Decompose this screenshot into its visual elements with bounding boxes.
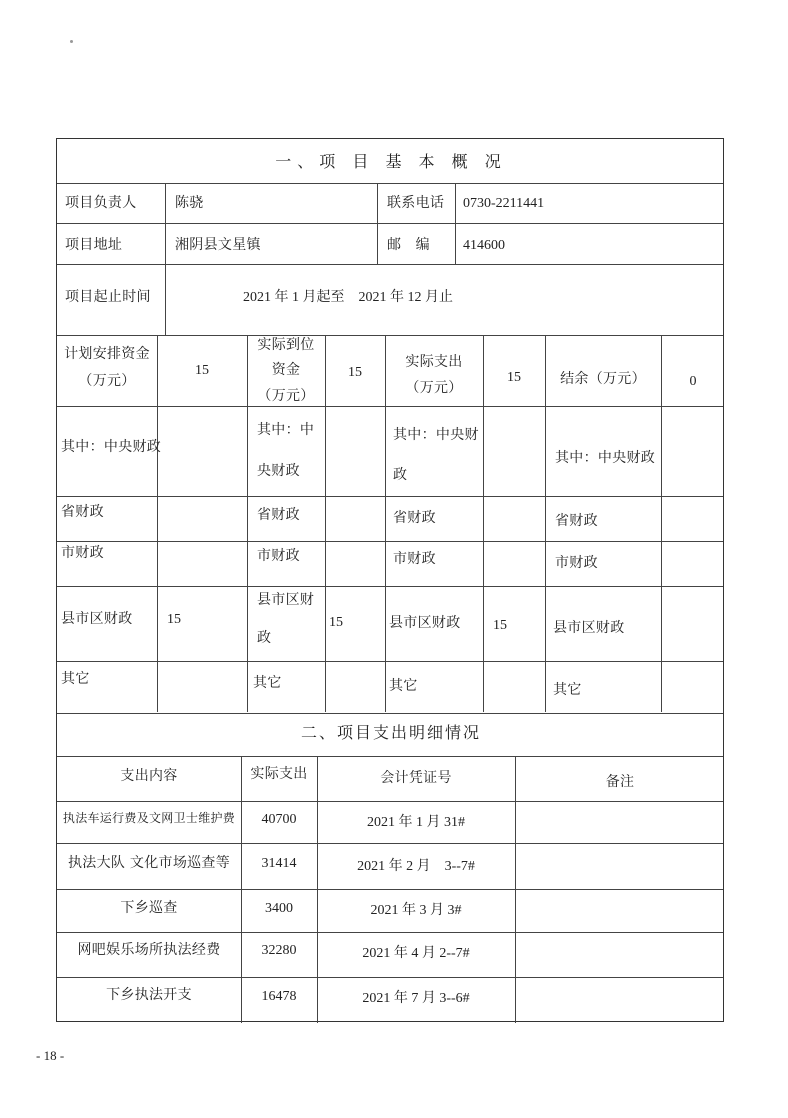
city-spent-label: 市财政 <box>393 551 436 567</box>
rule <box>57 223 723 224</box>
rule <box>57 843 723 844</box>
received-label: 实际到位 <box>257 337 315 353</box>
county-received: 15 <box>329 615 343 630</box>
county-label: 县市区财政 <box>61 611 133 627</box>
central-label: 其中：中央财政 <box>61 439 162 455</box>
expense-amount: 31414 <box>261 856 297 871</box>
other-received-label: 其它 <box>253 675 282 691</box>
scan-speck <box>70 40 73 43</box>
rule <box>377 183 378 265</box>
city-received-label: 市财政 <box>257 548 300 564</box>
city-balance-label: 市财政 <box>555 555 598 571</box>
other-label: 其它 <box>61 671 90 687</box>
header-amount: 实际支出 <box>250 766 308 782</box>
rule <box>165 183 166 336</box>
central-received-label: 其中：中 <box>257 422 315 438</box>
expense-content: 下乡执法开支 <box>106 987 192 1003</box>
rule <box>57 756 723 757</box>
leader-label: 项目负责人 <box>65 195 137 211</box>
rule <box>57 977 723 978</box>
expense-voucher: 2021 年 1 月 31# <box>367 815 465 830</box>
expense-content: 执法大队 文化市场巡查等 <box>67 855 231 871</box>
spent-value: 15 <box>507 370 521 385</box>
address-label: 项目地址 <box>65 237 123 253</box>
header-content: 支出内容 <box>120 768 178 784</box>
rule <box>57 183 723 184</box>
rule <box>57 713 723 714</box>
province-balance-label: 省财政 <box>555 513 598 529</box>
planned-value: 15 <box>195 363 209 378</box>
received-label-2: 资金 <box>271 362 301 378</box>
rule <box>515 756 516 1023</box>
central-spent-label-2: 政 <box>393 467 408 483</box>
spent-label-unit: （万元） <box>405 380 463 396</box>
received-label-unit: （万元） <box>257 388 315 404</box>
rule <box>661 335 662 712</box>
period-label: 项目起止时间 <box>65 289 151 305</box>
rule <box>57 264 723 265</box>
expense-content: 执法车运行费及文网卫士维护费 <box>62 811 236 825</box>
received-value: 15 <box>348 365 362 380</box>
expense-voucher: 2021 年 3 月 3# <box>370 903 462 918</box>
rule <box>483 335 484 712</box>
rule <box>317 756 318 1023</box>
header-note: 备注 <box>605 774 635 790</box>
expense-voucher: 2021 年 7 月 3--6# <box>362 991 470 1006</box>
balance-label: 结余（万元） <box>560 371 646 387</box>
balance-value: 0 <box>689 374 697 389</box>
project-table <box>56 138 724 1022</box>
central-balance-label: 其中：中央财政 <box>555 450 656 466</box>
header-voucher: 会计凭证号 <box>380 770 452 786</box>
leader-value: 陈骁 <box>175 195 204 211</box>
postcode-value: 414600 <box>463 238 505 253</box>
section-2-title: 二、项目支出明细情况 <box>300 723 481 742</box>
rule <box>241 756 242 1023</box>
expense-voucher: 2021 年 2 月 3--7# <box>357 859 475 874</box>
rule <box>57 801 723 802</box>
period-value: 2021 年 1 月起至 2021 年 12 月止 <box>243 290 453 305</box>
expense-content: 下乡巡查 <box>120 900 178 916</box>
spent-label: 实际支出 <box>405 354 463 370</box>
postcode-label: 邮 编 <box>387 237 430 253</box>
section-1-title: 一、项 目 基 本 概 况 <box>275 152 507 171</box>
rule <box>455 183 456 265</box>
page-number: - 18 - <box>36 1048 65 1063</box>
phone-value: 0730-2211441 <box>463 196 545 211</box>
planned-label: 计划安排资金 <box>64 346 150 362</box>
county-planned: 15 <box>167 612 181 627</box>
planned-label-unit: （万元） <box>78 373 136 389</box>
rule <box>545 335 546 712</box>
rule <box>57 889 723 890</box>
phone-label: 联系电话 <box>387 195 445 211</box>
province-label: 省财政 <box>61 504 104 520</box>
county-balance-label: 县市区财政 <box>553 620 625 636</box>
county-spent-label: 县市区财政 <box>389 615 461 631</box>
other-spent-label: 其它 <box>389 678 418 694</box>
province-spent-label: 省财政 <box>393 510 436 526</box>
city-label: 市财政 <box>61 545 104 561</box>
province-received-label: 省财政 <box>257 507 300 523</box>
expense-amount: 32280 <box>261 943 297 958</box>
expense-amount: 3400 <box>265 901 293 916</box>
expense-amount: 16478 <box>261 989 297 1004</box>
county-spent: 15 <box>493 618 507 633</box>
address-value: 湘阴县文星镇 <box>175 237 261 253</box>
other-balance-label: 其它 <box>553 682 582 698</box>
rule <box>57 932 723 933</box>
county-received-label-2: 政 <box>257 630 272 646</box>
expense-content: 网吧娱乐场所执法经费 <box>77 942 221 958</box>
rule <box>157 335 158 712</box>
rule <box>325 335 326 712</box>
expense-amount: 40700 <box>261 812 297 827</box>
expense-voucher: 2021 年 4 月 2--7# <box>362 946 470 961</box>
central-received-label-2: 央财政 <box>257 463 300 479</box>
county-received-label: 县市区财 <box>257 592 315 608</box>
central-spent-label: 其中：中央财 <box>393 427 479 443</box>
